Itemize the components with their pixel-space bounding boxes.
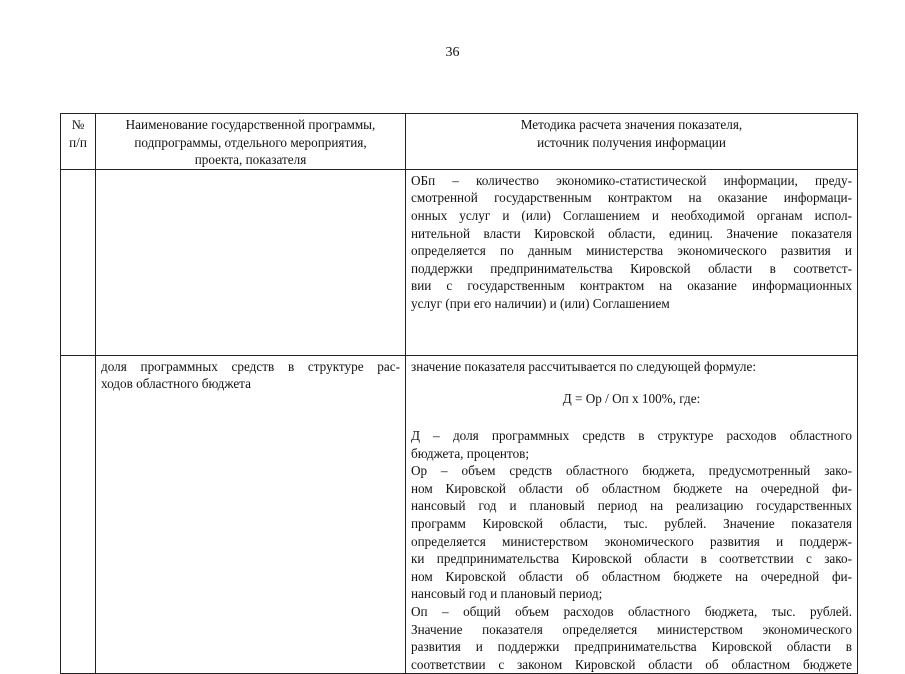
method-text-line: поддержки предпринимательства Кировской области в соответст- xyxy=(411,260,852,276)
method-text-line: Значение показателя определяется министерством экономического xyxy=(411,621,852,637)
method-text-line: ОБп – количество экономико-статистической информации, преду- xyxy=(411,172,852,188)
row-method-cell xyxy=(406,355,858,674)
method-text-line: определяется министерством экономического развития и поддерж- xyxy=(411,533,852,549)
header-number-cell xyxy=(61,114,96,170)
table-header-row xyxy=(61,114,858,170)
row-method-cell xyxy=(406,169,858,355)
header-name-line: проекта, показателя xyxy=(194,152,307,168)
method-text-line: вии с государственным контрактом на оказание информационных xyxy=(411,278,852,294)
indicator-name-line: ходов областного бюджета xyxy=(101,376,251,392)
method-text-line: смотренной государственным контрактом на оказание информаци- xyxy=(411,190,852,206)
row-number-cell xyxy=(61,355,96,674)
header-method-line: источник получения информации xyxy=(537,134,726,150)
method-text-line: онных услуг и (или) Соглашением и необходимой органам испол- xyxy=(411,207,852,223)
row-number-cell xyxy=(61,169,96,355)
method-text-line: бюджета, процентов; xyxy=(411,445,530,461)
header-method-cell xyxy=(406,114,858,170)
method-text-line: Оп – общий объем расходов областного бюджета, тыс. рублей. xyxy=(411,603,852,619)
method-text-line: ном Кировской области об областном бюджете на очередной фи- xyxy=(411,480,852,496)
method-intro-line: значение показателя рассчитывается по следующей формуле: xyxy=(411,358,757,374)
method-text-line: программ Кировской области, тыс. рублей. Значение показателя xyxy=(411,515,852,531)
page-number: 36 xyxy=(445,45,460,60)
method-text-line: услуг (при его наличии) и (или) Соглашением xyxy=(411,295,670,311)
row-name-cell xyxy=(96,169,406,355)
method-text-line: развития и поддержки предпринимательства Кировской области в xyxy=(411,639,852,655)
indicator-name-line: доля программных средств в структуре рас- xyxy=(101,358,400,374)
method-text-line: соответствии с законом Кировской области об областном бюджете xyxy=(411,656,852,672)
indicator-methodology-table xyxy=(60,113,858,674)
header-number-line: п/п xyxy=(69,134,87,150)
header-method-line: Методика расчета значения показателя, xyxy=(520,117,743,132)
header-name-line: Наименование государственной программы, xyxy=(125,117,376,132)
method-text-line: ном Кировской области об областном бюджете на очередной фи- xyxy=(411,568,852,584)
method-text-line: Ор – объем средств областного бюджета, предусмотренный зако- xyxy=(411,463,852,479)
header-number-line: № xyxy=(71,117,85,132)
formula: Д = Ор / Оп х 100%, где: xyxy=(562,391,701,407)
method-text-line: нансовый год и плановый период; xyxy=(411,586,603,602)
header-name-cell xyxy=(96,114,406,170)
table-row xyxy=(61,355,858,674)
method-text-line: ки предпринимательства Кировской области в соответствии с зако- xyxy=(411,551,852,567)
header-name-line: подпрограммы, отдельного мероприятия, xyxy=(134,134,367,150)
table-row xyxy=(61,169,858,355)
method-text-line: определяется по данным министерства экономического развития и xyxy=(411,243,852,259)
method-text-line: нительной власти Кировской области, единиц. Значение показателя xyxy=(411,225,852,241)
method-text-line: нансовый год и плановый период на реализацию государственных xyxy=(411,498,852,514)
row-name-cell xyxy=(96,355,406,674)
method-text-line: Д – доля программных средств в структуре расходов областного xyxy=(411,427,852,443)
